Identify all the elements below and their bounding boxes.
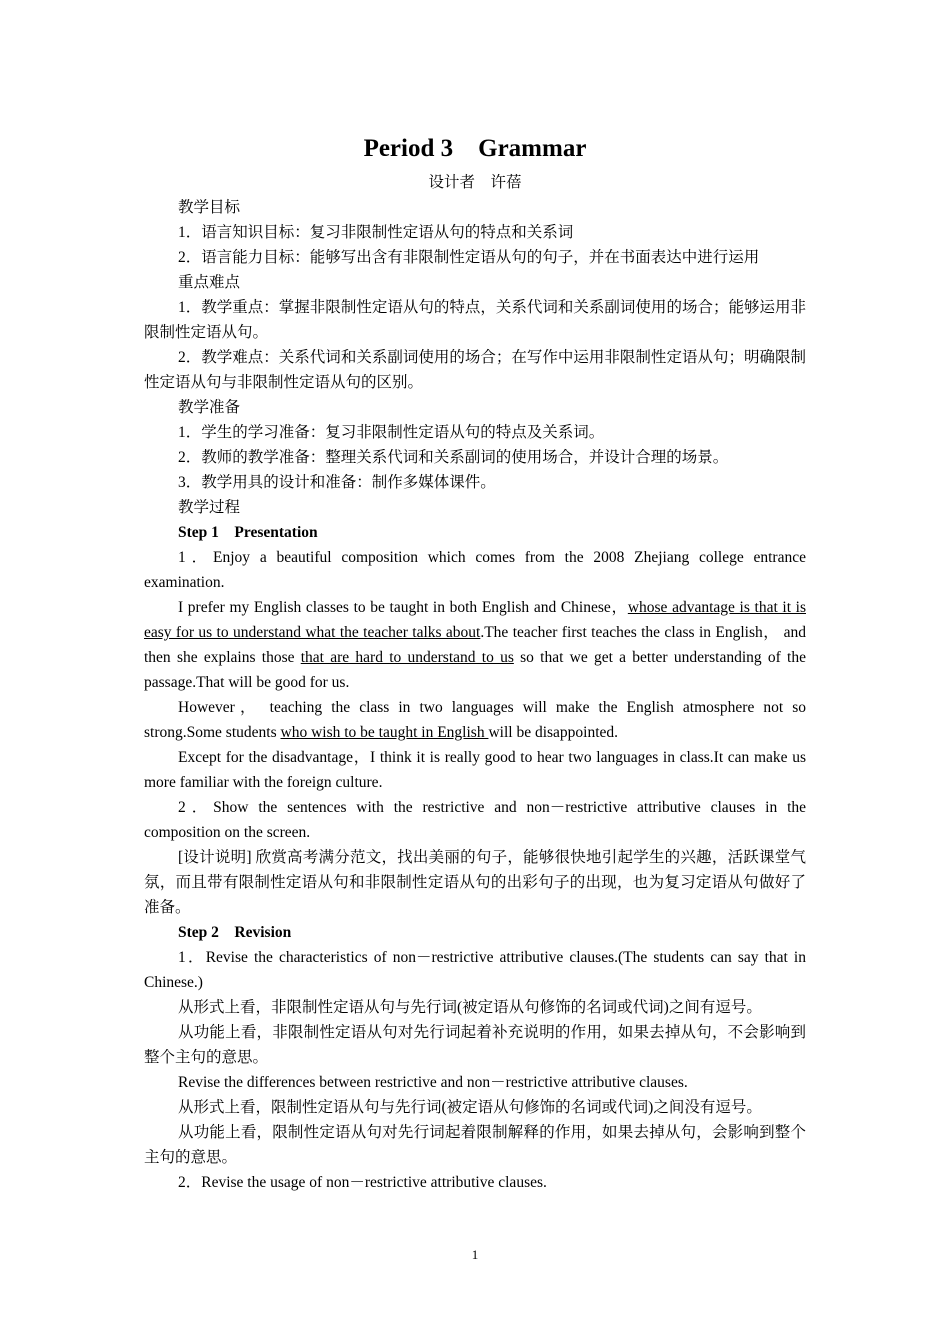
design-note: [设计说明] 欣赏高考满分范文，找出美丽的句子，能够很快地引起学生的兴趣，活跃课堂气氛，而且带有限制性定语从句和非限制性定语从句的出彩句子的出现，也为复习定语从句做好了准备。 <box>144 849 806 916</box>
step2-heading: Step 2 Revision <box>178 924 292 941</box>
author-line: 设计者 许蓓 <box>428 173 522 191</box>
step2-function-note-2: 从功能上看，限制性定语从句对先行词起着限制解释的作用，如果去掉从句，会影响到整个主句的意思。 <box>144 1124 806 1166</box>
step2-form-note: 从形式上看，非限制性定语从句与先行词(被定语从句修饰的名词或代词)之间有逗号。 <box>178 999 762 1016</box>
step2-item1: 1．Revise the characteristics of non－restrictive attributive clauses.(The students can say that in Chinese.) <box>144 949 806 991</box>
goal-item: 1．语言知识目标：复习非限制性定语从句的特点和关系词 <box>178 224 574 241</box>
step1-heading: Step 1 Presentation <box>178 524 318 541</box>
step1-item1: 1．Enjoy a beautiful composition which comes from the 2008 Zhejiang college entrance examination. <box>144 549 806 591</box>
goal-item: 2．语言能力目标：能够写出含有非限制性定语从句的句子，并在书面表达中进行运用 <box>178 249 760 266</box>
step1-item2: 2．Show the sentences with the restrictive and non－restrictive attributive clauses in the composition on the screen. <box>144 799 806 841</box>
key-item: 2．教学难点：关系代词和关系副词使用的场合；在写作中运用非限制性定语从句；明确限制性定语从句与非限制性定语从句的区别。 <box>144 349 806 391</box>
prep-item: 1．学生的学习准备：复习非限制性定语从句的特点及关系词。 <box>178 424 605 441</box>
underlined-clause: whose advantage is that it is easy for us to understand what the teacher talks about <box>144 599 806 641</box>
page-content <box>144 132 806 1195</box>
page-title: Period 3 Grammar <box>363 135 587 162</box>
composition-text: .The teacher first teaches the class in English， and then she explains those <box>144 624 806 666</box>
composition-text: I prefer my English classes to be taught in both English and Chinese， <box>178 599 628 616</box>
composition-paragraph-2 <box>144 695 806 745</box>
underlined-clause: who wish to be taught in English <box>280 724 489 741</box>
section-process-heading: 教学过程 <box>178 499 241 516</box>
step2-differences: Revise the differences between restrictive and non－restrictive attributive clauses. <box>178 1074 688 1091</box>
section-keys-heading: 重点难点 <box>178 274 241 291</box>
composition-paragraph-3: Except for the disadvantage，I think it is really good to hear two languages in class.It can make us more familiar with the foreign culture. <box>144 749 806 791</box>
prep-item: 2．教师的教学准备：整理关系代词和关系副词的使用场合，并设计合理的场景。 <box>178 449 729 466</box>
step2-form-note-2: 从形式上看，限制性定语从句与先行词(被定语从句修饰的名词或代词)之间没有逗号。 <box>178 1099 762 1116</box>
composition-text: will be disappointed. <box>488 724 619 741</box>
composition-text: However， teaching the class in two languages will make the English atmosphere not so strong.Some students <box>144 699 806 741</box>
section-prep-heading: 教学准备 <box>178 399 241 416</box>
key-item: 1．教学重点：掌握非限制性定语从句的特点，关系代词和关系副词使用的场合；能够运用非限制性定语从句。 <box>144 299 806 341</box>
composition-text: so that we get a better understanding of the passage.That will be good for us. <box>144 649 806 691</box>
step2-item2: 2．Revise the usage of non－restrictive attributive clauses. <box>178 1174 547 1191</box>
page-number: 1 <box>471 1247 479 1262</box>
prep-item: 3．教学用具的设计和准备：制作多媒体课件。 <box>178 474 496 491</box>
composition-paragraph-1 <box>144 595 806 695</box>
section-goals-heading: 教学目标 <box>178 199 241 216</box>
step2-function-note: 从功能上看，非限制性定语从句对先行词起着补充说明的作用，如果去掉从句，不会影响到整个主句的意思。 <box>144 1024 806 1066</box>
underlined-clause: that are hard to understand to us <box>300 649 514 666</box>
